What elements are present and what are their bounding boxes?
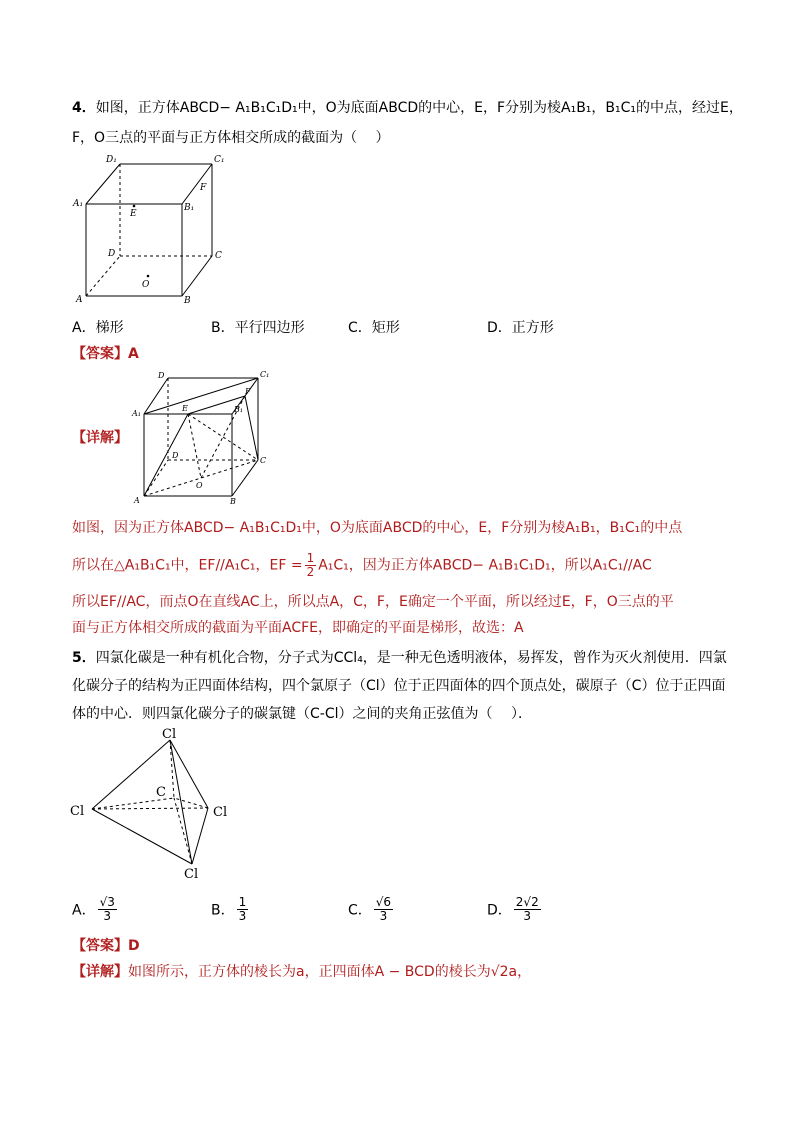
q4-fig2-label-C: C	[260, 456, 267, 465]
q4-fig1-label-A: A	[76, 295, 83, 305]
q5-detail-label: 【详解】	[72, 964, 128, 980]
q4-explanation-line3: 所以EF//AC，而点O在直线AC上，所以点A，C，F，E确定一个平面，所以经过E，F，O三点的平	[72, 594, 674, 610]
q4-fig2-label-F: F	[245, 387, 251, 396]
q5-option-a[interactable]: A． $\frac{√3}{3}$	[72, 895, 115, 923]
q5-number: 5．	[72, 650, 96, 666]
q5-tetrahedron-figure	[66, 726, 246, 886]
q4-fig1-label-B1: B₁	[184, 203, 195, 213]
q4-fig2-label-A1: A₁	[132, 409, 141, 418]
q5-label-cl-left: Cl	[70, 804, 85, 819]
q4-fig2-label-O: O	[196, 481, 203, 490]
q5-label-cl-bottom: Cl	[184, 867, 199, 882]
q4-fig2-label-D1: D	[158, 371, 165, 380]
q4-option-c[interactable]: C．矩形	[348, 320, 400, 336]
q4-stem-text1: 如图，正方体ABCD− A₁B₁C₁D₁中，O为底面ABCD的中心，E，F分别为棱A₁B₁，B₁C₁的中点，经过E，	[95, 100, 743, 116]
q4-fig1-label-A1: A₁	[73, 199, 84, 209]
q5-detail-text: 如图所示，正方体的棱长为a，正四面体A − BCD的棱长为√2a，	[128, 964, 532, 980]
q4-stem-line1	[72, 98, 743, 118]
q5-stem-line2: 化碳分子的结构为正四面体结构，四个氯原子（Cl）位于正四面体的四个顶点处，碳原子（C）位于正四面	[72, 678, 726, 694]
q5-stem-line1	[72, 648, 727, 668]
q4-fig2-label-B1: B₁	[234, 405, 244, 414]
q4-stem-line2: F，O三点的平面与正方体相交所成的截面为（ ）	[72, 130, 390, 146]
q4-number: 4．	[72, 100, 96, 116]
q4-fig1-label-B: B	[184, 296, 191, 306]
q5-stem-text1: 四氯化碳是一种有机化合物，分子式为CCl₄，是一种无色透明液体，易挥发，曾作为灭火剂使用．四氯	[95, 650, 727, 666]
q5-option-c[interactable]: C． $\frac{√6}{3}$	[348, 895, 392, 923]
q4-fig1-label-D1: D₁	[106, 155, 117, 165]
q5-stem-line3: 体的中心．则四氯化碳分子的碳氯键（C-Cl）之间的夹角正弦值为（ ）．	[72, 706, 532, 722]
q4-fig1-label-F: F	[200, 183, 207, 193]
q5-option-d[interactable]: D． $\frac{2√2}{3}$	[487, 895, 539, 923]
q4-fig1-label-D: D	[108, 249, 116, 259]
q4-fig2-label-D: D	[172, 451, 179, 460]
q4-fig1-label-E: E	[130, 209, 137, 219]
q4-option-b[interactable]: B．平行四边形	[211, 320, 305, 336]
q4-explanation-line1: 如图，因为正方体ABCD− A₁B₁C₁D₁中，O为底面ABCD的中心，E，F分别为棱A₁B₁，B₁C₁的中点	[72, 520, 683, 536]
q4-fig2-label-C1: C₁	[260, 370, 270, 379]
q4-fig2-label-B: B	[230, 497, 236, 506]
q4-explanation-line2: 所以在△A₁B₁C₁中，EF//A₁C₁，EF = $\frac{1}{2}$ A₁C₁，因为正方体ABCD− A₁B₁C₁D₁，所以A₁C₁//AC	[72, 551, 652, 579]
q4-fig1-label-C1: C₁	[214, 155, 225, 165]
q4-detail-label: 【详解】	[72, 430, 128, 446]
q5-answer: 【答案】D	[72, 938, 140, 954]
q4-explanation-line4: 面与正方体相交所成的截面为平面ACFE，即确定的平面是梯形，故选：A	[72, 620, 524, 636]
q4-fig2-label-A: A	[134, 496, 140, 505]
q4-cube-figure	[72, 150, 232, 310]
q4-option-d[interactable]: D．正方形	[487, 320, 554, 336]
q4-answer: 【答案】A	[72, 346, 139, 362]
q4-section-figure	[130, 366, 280, 508]
q4-fraction-half: $\frac{1}{2}$	[306, 551, 315, 579]
q5-label-cl-right: Cl	[213, 805, 228, 820]
q5-detail	[72, 962, 531, 982]
q4-fig2-label-E: E	[182, 404, 188, 413]
q5-option-b[interactable]: B． $\frac{1}{3}$	[211, 895, 247, 923]
q5-label-c-center: C	[156, 785, 166, 800]
q4-option-a[interactable]: A．梯形	[72, 320, 124, 336]
q4-fig1-label-O: O	[142, 280, 150, 290]
q5-label-cl-top: Cl	[162, 727, 177, 742]
q4-fig1-label-C: C	[215, 251, 222, 261]
